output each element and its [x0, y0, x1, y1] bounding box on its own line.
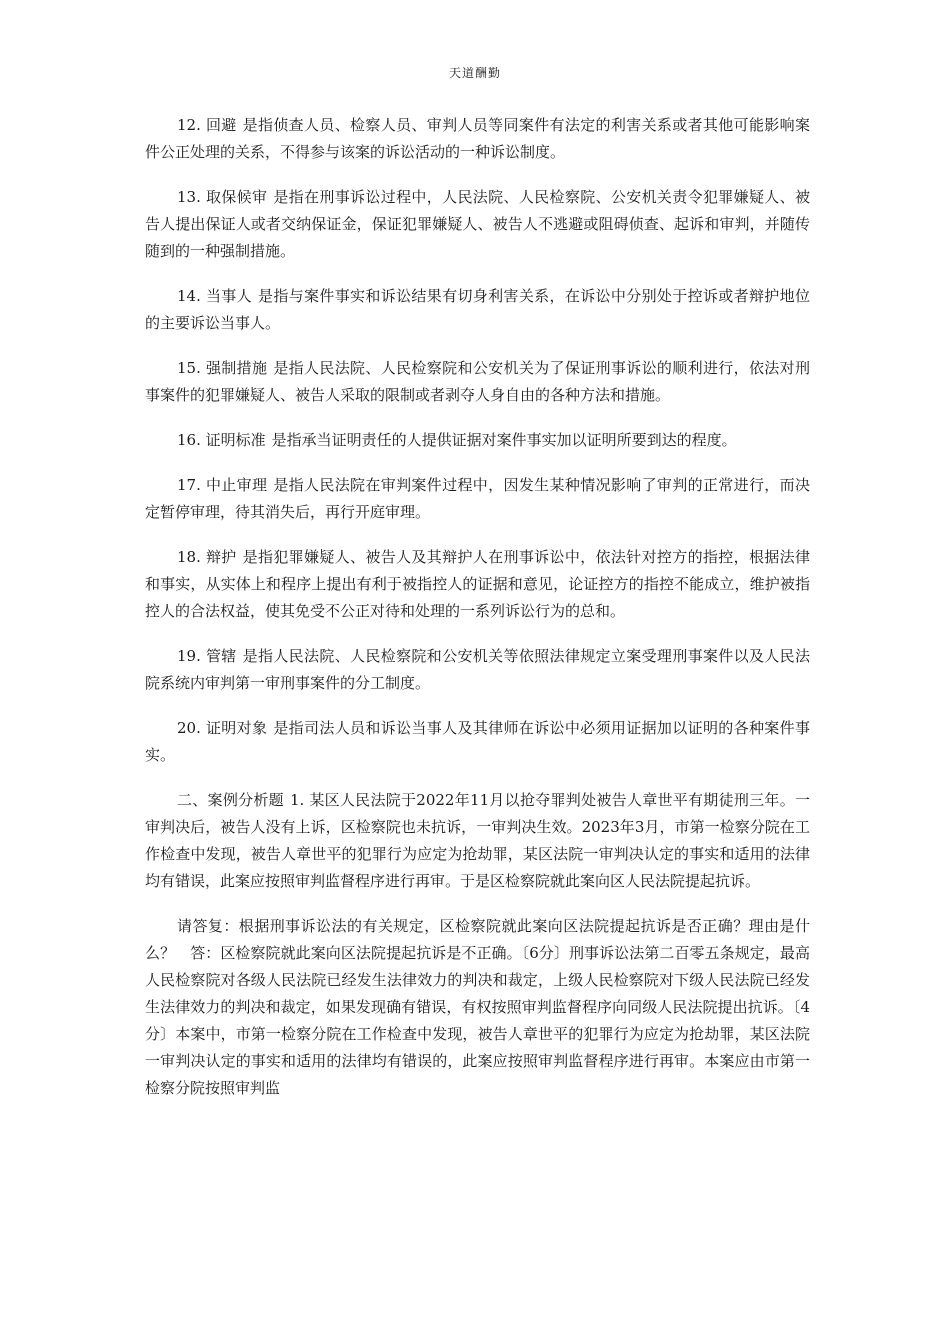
- term-label: 19. 管辖: [177, 647, 237, 665]
- definition-text: 是指承当证明责任的人提供证据对案件事实加以证明所要到达的程度。: [271, 431, 737, 449]
- definition-paragraph: [145, 715, 810, 769]
- definition-text: 是指在刑事诉讼过程中，人民法院、人民检察院、公安机关责令犯罪嫌疑人、被告人提出保证人或者交纳保证金，保证犯罪嫌疑人、被告人不逃避或阻碍侦查、起诉和审判，并随传随到的一种强制措施。: [145, 188, 810, 260]
- term-label: 18. 辩护: [177, 548, 237, 566]
- term-label: 14. 当事人: [177, 287, 252, 305]
- definition-paragraph: [145, 544, 810, 625]
- definition-text: 是指司法人员和诉讼当事人及其律师在诉讼中必须用证据加以证明的各种案件事实。: [145, 719, 810, 764]
- case-analysis-paragraph: [145, 787, 810, 895]
- term-label: 20. 证明对象: [177, 719, 268, 737]
- term-label: 15. 强制措施: [177, 359, 268, 377]
- definition-text: 是指人民法院、人民检察院和公安机关等依照法律规定立案受理刑事案件以及人民法院系统内审判第一审刑事案件的分工制度。: [145, 647, 810, 692]
- definition-text: 是指与案件事实和诉讼结果有切身利害关系，在诉讼中分别处于控诉或者辩护地位的主要诉讼当事人。: [145, 287, 810, 332]
- page-header: 天道酬勤: [448, 66, 501, 80]
- definition-paragraph: [145, 184, 810, 265]
- term-label: 17. 中止审理: [177, 476, 268, 494]
- definition-paragraph: [145, 472, 810, 526]
- definition-text: 是指犯罪嫌疑人、被告人及其辩护人在刑事诉讼中，依法针对控方的指控，根据法律和事实，从实体上和程序上提出有利于被指控人的证据和意见，论证控方的指控不能成立，维护被指控人的合法权益，使其免受不公正对待和处理的一系列诉讼行为的总和。: [145, 548, 810, 620]
- case-text: 1. 某区人民法院于2022年11月以抢夺罪判处被告人章世平有期徒刑三年。一审判决后，被告人没有上诉，区检察院也未抗诉，一审判决生效。2023年3月，市第一检察分院在工作检查中发现，被告人章世平的犯罪行为应定为抢劫罪，某区法院一审判决认定的事实和适用的法律均有错误，此案应按照审判监督程序进行再审。于是区检察院就此案向区人民法院提起抗诉。: [145, 791, 810, 890]
- definition-paragraph: [145, 355, 810, 409]
- definition-paragraph: [145, 427, 810, 454]
- definition-text: 是指人民法院在审判案件过程中，因发生某种情况影响了审判的正常进行，而决定暂停审理，待其消失后，再行开庭审理。: [145, 476, 810, 521]
- section-heading: 二、案例分析题: [177, 791, 284, 809]
- answer-paragraph: [145, 913, 810, 1102]
- definition-paragraph: [145, 283, 810, 337]
- term-label: 13. 取保候审: [177, 188, 268, 206]
- definition-paragraph: [145, 112, 810, 166]
- definition-text: 是指人民法院、人民检察院和公安机关为了保证刑事诉讼的顺利进行，依法对刑事案件的犯罪嫌疑人、被告人采取的限制或者剥夺人身自由的各种方法和措施。: [145, 359, 810, 404]
- definition-text: 是指侦查人员、检察人员、审判人员等同案件有法定的利害关系或者其他可能影响案件公正处理的关系，不得参与该案的诉讼活动的一种诉讼制度。: [145, 116, 810, 161]
- document-body: [145, 112, 810, 1120]
- term-label: 16. 证明标准: [177, 431, 266, 449]
- term-label: 12. 回避: [177, 116, 237, 134]
- definition-paragraph: [145, 643, 810, 697]
- answer-text: 请答复：根据刑事诉讼法的有关规定，区检察院就此案向区法院提起抗诉是否正确？理由是什么？ 答：区检察院就此案向区法院提起抗诉是不正确。〔6分〕刑事诉讼法第二百零五条规定，最高人民检察院对各级人民法院已经发生法律效力的判决和裁定，上级人民检察院对下级人民法院已经发生法律效力的判决和裁定，如果发现确有错误，有权按照审判监督程序向同级人民法院提出抗诉。〔4分〕本案中，市第一检察分院在工作检查中发现，被告人章世平的犯罪行为应定为抢劫罪，某区法院一审判决认定的事实和适用的法律均有错误的，此案应按照审判监督程序进行再审。本案应由市第一检察分院按照审判监: [145, 917, 810, 1097]
